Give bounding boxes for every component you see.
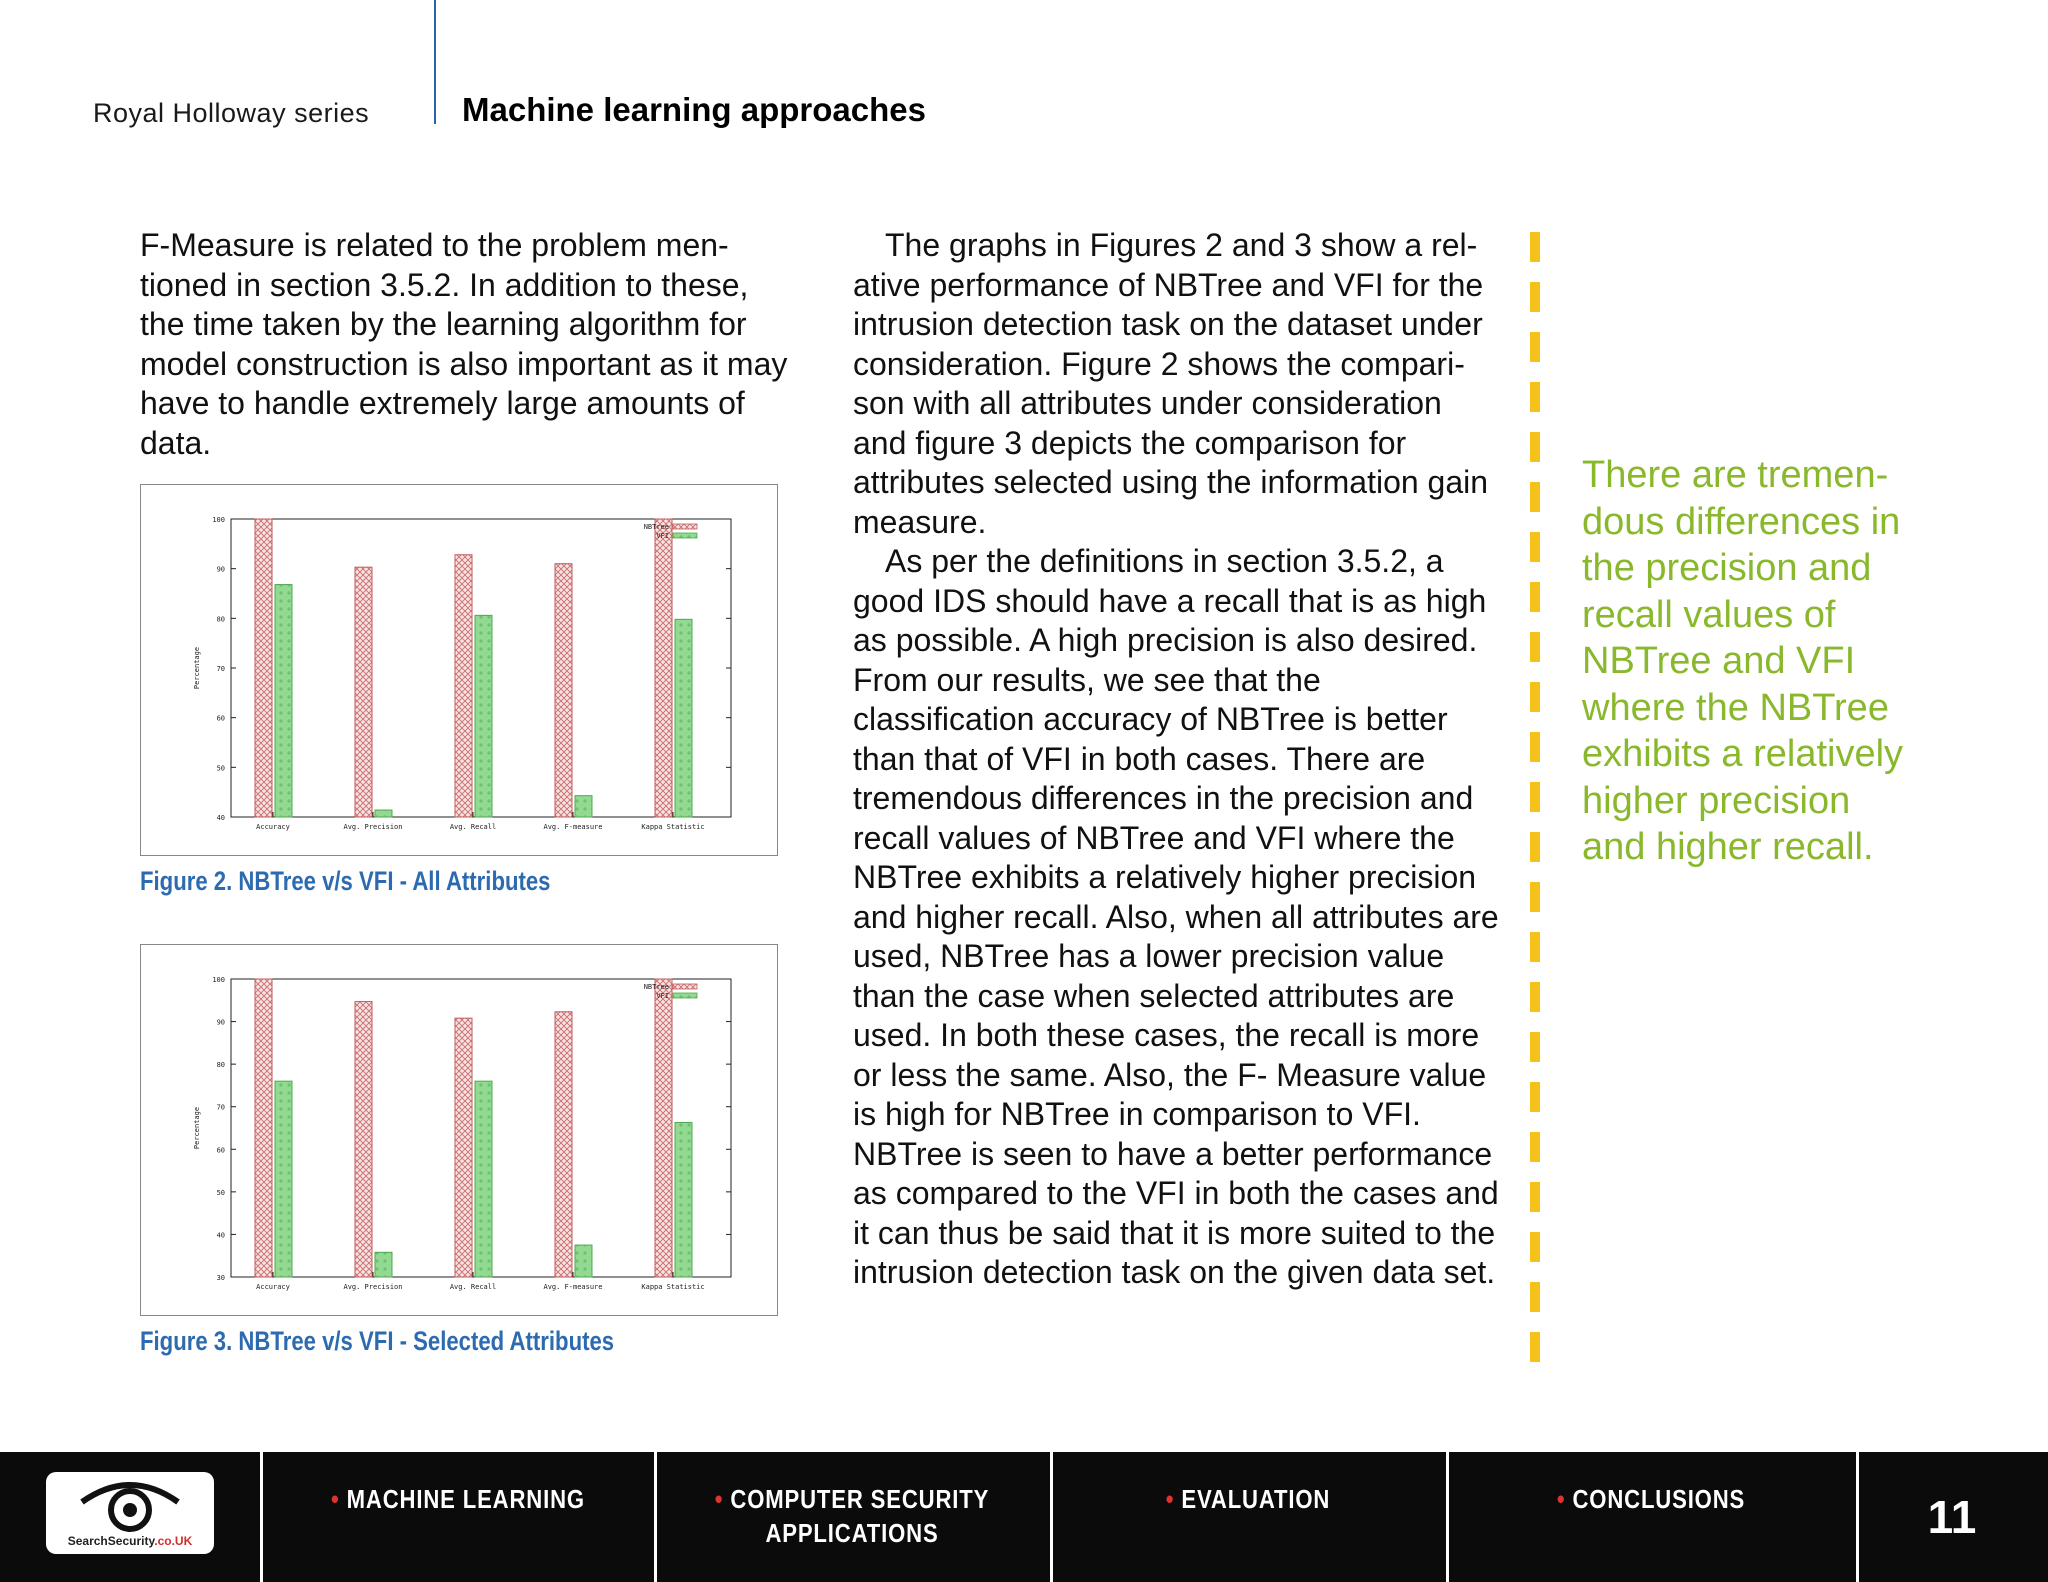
page-number: 11 xyxy=(1927,1491,1977,1543)
pull-quote-rule xyxy=(1530,232,1540,1382)
vfi-bar xyxy=(375,810,392,817)
y-axis-label: Percentage xyxy=(193,646,201,690)
nbtree-bar xyxy=(255,519,272,817)
nbtree-bar xyxy=(255,979,272,1277)
footer-separator xyxy=(1446,1452,1449,1582)
eye-icon xyxy=(76,1476,184,1534)
series-label: Royal Holloway series xyxy=(93,98,370,128)
y-tick-label: 60 xyxy=(216,1146,225,1155)
nav-computer-security-applications[interactable]: • COMPUTER SECURITY APPLICATIONS xyxy=(714,1484,990,1548)
footer-separator xyxy=(260,1452,263,1582)
footer-bar xyxy=(0,1452,2048,1582)
nbtree-bar xyxy=(655,979,672,1277)
header-divider xyxy=(434,0,436,124)
nbtree-bar xyxy=(355,567,372,817)
vfi-bar xyxy=(575,796,592,817)
logo-text: SearchSecurity.co.UK xyxy=(67,1534,193,1548)
y-tick-label: 50 xyxy=(216,1188,225,1197)
nav-conclusions[interactable]: • CONCLUSIONS xyxy=(1556,1484,1746,1514)
y-tick-label: 50 xyxy=(216,764,225,773)
nbtree-bar xyxy=(455,1018,472,1277)
nbtree-bar xyxy=(455,555,472,817)
figure-2-svg xyxy=(141,485,777,855)
y-tick-label: 40 xyxy=(216,1231,225,1240)
x-tick-label: Kappa Statistic xyxy=(641,823,705,831)
legend-swatch xyxy=(673,533,697,538)
vfi-bar xyxy=(275,585,292,817)
footer-separator xyxy=(1856,1452,1859,1582)
vfi-bar xyxy=(575,1245,592,1277)
x-tick-label: Accuracy xyxy=(256,1283,290,1291)
column-1 xyxy=(140,226,800,463)
y-tick-label: 80 xyxy=(216,615,225,624)
vfi-bar xyxy=(475,1081,492,1277)
footer-separator xyxy=(1050,1452,1053,1582)
x-tick-label: Accuracy xyxy=(256,823,290,831)
vfi-bar xyxy=(475,615,492,817)
column-1-paragraph: F-Measure is related to the problem men- tioned in section 3.5.2. In addition to these, the time taken by the learning algorithm for model construction is also important as it may have to handle extremely large amounts of data. xyxy=(140,227,788,461)
x-tick-label: Avg. Precision xyxy=(343,1283,403,1291)
y-tick-label: 70 xyxy=(216,665,225,673)
x-tick-label: Avg. Recall xyxy=(449,1283,497,1291)
x-tick-label: Kappa Statistic xyxy=(641,1283,705,1291)
y-tick-label: 30 xyxy=(216,1274,225,1282)
legend-label: VFI xyxy=(656,532,669,540)
figure-3-svg xyxy=(141,945,777,1315)
x-tick-label: Avg. F-measure xyxy=(543,823,603,831)
legend-swatch xyxy=(673,993,697,998)
x-tick-label: Avg. F-measure xyxy=(543,1283,603,1291)
vfi-bar xyxy=(375,1252,392,1277)
y-tick-label: 100 xyxy=(212,516,225,524)
y-axis-label: Percentage xyxy=(193,1106,201,1150)
vfi-bar xyxy=(675,1122,692,1277)
x-tick-label: Avg. Recall xyxy=(449,823,497,831)
figure-2-chart xyxy=(140,484,778,856)
nbtree-bar xyxy=(555,564,572,817)
vfi-bar xyxy=(675,619,692,817)
legend-label: NBTree xyxy=(643,983,669,991)
y-tick-label: 70 xyxy=(216,1103,225,1112)
nbtree-bar xyxy=(555,1012,572,1277)
legend-label: VFI xyxy=(656,992,669,1000)
nav-evaluation[interactable]: • EVALUATION xyxy=(1165,1484,1331,1514)
y-tick-label: 60 xyxy=(216,714,225,723)
footer-separator xyxy=(654,1452,657,1582)
nbtree-bar xyxy=(655,519,672,817)
figure-2-caption: Figure 2. NBTree v/s VFI - All Attributes xyxy=(140,866,551,896)
figure-3-caption: Figure 3. NBTree v/s VFI - Selected Attributes xyxy=(140,1326,615,1356)
searchsecurity-logo[interactable] xyxy=(46,1472,214,1554)
section-title: Machine learning approaches xyxy=(462,91,926,128)
column-2-paragraph-2: As per the definitions in section 3.5.2, a good IDS should have a recall that is as high as possible. A high precision is also desired. From our results, we see that the classification accuracy of NBTree is better than that of VFI in both cases. There are tremendous differences in the precision and recall values of NBTree and VFI where the NBTree exhibits a relatively higher precision and higher recall. Also, when all attributes are used, NBTree has a lower precision value than the case when selected attributes are used. In both these cases, the recall is more or less the same. Also, the F- Measure value is high for NBTree in comparison to VFI. NBTree is seen to have a better performance as compared to the VFI in both the cases and it can thus be said that it is more suited to the intrusion detection task on the given data set. xyxy=(853,543,1499,1290)
y-tick-label: 100 xyxy=(212,976,225,984)
pull-quote: There are tremen- dous differences in the precision and recall values of NBTree and VFI where the NBTree exhibits a relatively higher precision and higher recall. xyxy=(1582,454,1904,868)
legend-label: NBTree xyxy=(643,523,669,531)
y-tick-label: 90 xyxy=(216,1018,225,1027)
legend-swatch xyxy=(673,984,697,989)
vfi-bar xyxy=(275,1081,292,1277)
nbtree-bar xyxy=(355,1002,372,1277)
column-2 xyxy=(853,226,1503,1293)
y-tick-label: 80 xyxy=(216,1061,225,1070)
y-tick-label: 40 xyxy=(216,814,225,822)
column-2-paragraph-1: The graphs in Figures 2 and 3 show a rel- ative performance of NBTree and VFI for the intrusion detection task on the dataset under consideration. Figure 2 shows the compari- son with all attributes under consideration and figure 3 depicts the comparison for attributes selected using the information gain measure. xyxy=(853,227,1489,540)
nav-machine-learning[interactable]: • MACHINE LEARNING xyxy=(331,1484,585,1514)
x-tick-label: Avg. Precision xyxy=(343,823,403,831)
y-tick-label: 90 xyxy=(216,565,225,574)
figure-3-chart xyxy=(140,944,778,1316)
legend-swatch xyxy=(673,524,697,529)
